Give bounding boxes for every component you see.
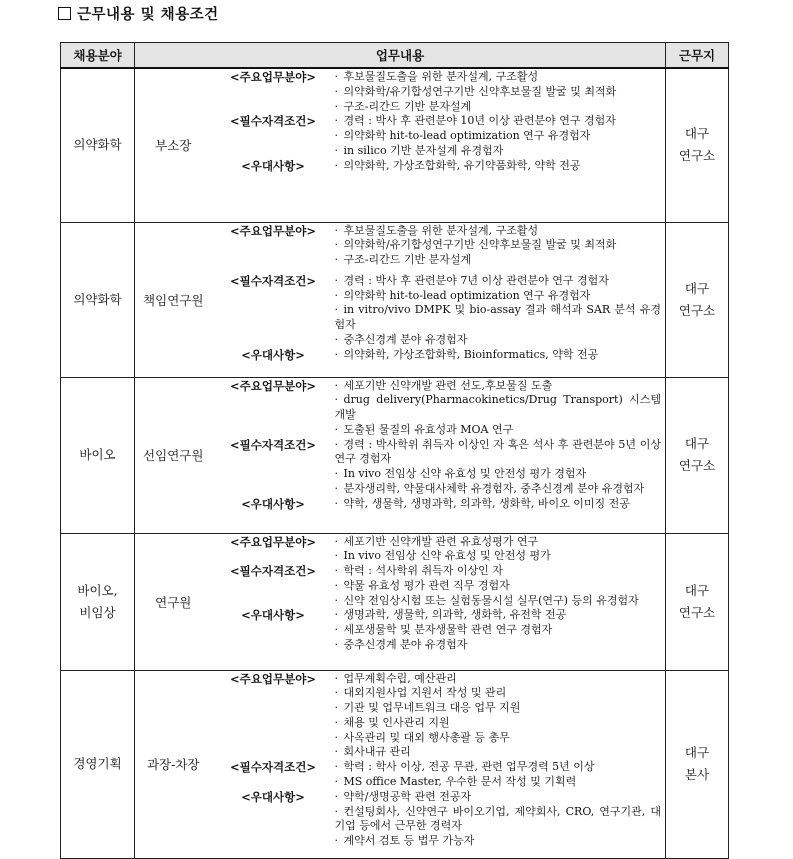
list-item-text: 의약화학/유기합성연구기반 신약후보물질 발굴 및 최적화 bbox=[343, 238, 617, 252]
table-row bbox=[61, 222, 729, 377]
list-item-text: 사옥관리 및 대외 행사총괄 등 총무 bbox=[343, 730, 510, 744]
list-item bbox=[335, 834, 662, 849]
bullet-icon: · bbox=[334, 303, 338, 317]
bullet-icon: · bbox=[334, 223, 338, 237]
bullet-icon: · bbox=[334, 534, 338, 548]
list-item bbox=[335, 438, 662, 468]
list-item bbox=[335, 672, 662, 687]
bullet-icon: · bbox=[334, 129, 338, 143]
list-item-text: 약학/생명공학 관련 전공자 bbox=[343, 789, 472, 803]
location-text: 연구소 bbox=[678, 148, 716, 164]
field-text: 바이오 bbox=[79, 447, 116, 462]
recruitment-table bbox=[60, 42, 729, 859]
list-item-text: 기관 및 업무네트워크 대응 업무 지원 bbox=[343, 701, 521, 715]
location-text: 대구 bbox=[684, 582, 710, 598]
bullet-icon: · bbox=[334, 253, 338, 267]
field-cell bbox=[61, 533, 135, 670]
list-item bbox=[335, 253, 662, 268]
list-item-text: 의약화학, 가상조합화학, 유기약품화학, 약학 전공 bbox=[343, 158, 581, 172]
list-item-text: 회사내규 관리 bbox=[343, 745, 411, 759]
field-text: 바이오, bbox=[77, 582, 118, 598]
list-item bbox=[335, 623, 662, 638]
list-item bbox=[335, 348, 662, 363]
list-item bbox=[335, 608, 662, 623]
preferred-qualifications-label: <우대사항> bbox=[241, 789, 305, 804]
list-item bbox=[335, 114, 662, 129]
preferred-qualifications-list bbox=[335, 608, 666, 652]
list-item bbox=[335, 564, 662, 579]
main-duties-section bbox=[212, 379, 666, 438]
main-duties-list bbox=[335, 70, 666, 114]
bullet-icon: · bbox=[334, 760, 338, 774]
location-cell bbox=[666, 377, 729, 533]
list-item-text: 중추신경계 분야 유경험자 bbox=[343, 333, 468, 347]
main-duties-section bbox=[212, 224, 666, 268]
list-item-text: 업무계획수립, 예산관리 bbox=[343, 671, 457, 685]
bullet-icon: · bbox=[334, 158, 338, 172]
main-duties-section bbox=[212, 535, 666, 565]
location-cell bbox=[666, 533, 729, 670]
duties-cell bbox=[212, 377, 666, 533]
list-item bbox=[335, 379, 662, 394]
bullet-icon: · bbox=[334, 623, 338, 637]
position-cell: 책임연구원 bbox=[135, 222, 212, 377]
main-duties-label: <주요업무분야> bbox=[230, 223, 316, 238]
list-item bbox=[335, 579, 662, 594]
main-duties-label: <주요업무분야> bbox=[230, 534, 316, 549]
required-qualifications-label: <필수자격조건> bbox=[230, 760, 316, 775]
bullet-icon: · bbox=[334, 789, 338, 803]
list-item-text: 생명과학, 생물학, 의과학, 생화학, 유전학 전공 bbox=[343, 608, 567, 622]
list-item bbox=[335, 100, 662, 115]
list-item bbox=[335, 701, 662, 716]
location-cell bbox=[666, 68, 729, 222]
field-cell bbox=[61, 68, 135, 222]
main-duties-label: <주요업무분야> bbox=[230, 671, 316, 686]
preferred-qualifications-label: <우대사항> bbox=[241, 347, 305, 362]
preferred-qualifications-list bbox=[335, 790, 666, 849]
main-duties-list bbox=[335, 379, 666, 438]
main-duties-section bbox=[212, 672, 666, 761]
list-item-text: 약물 유효성 평가 관련 직무 경험자 bbox=[343, 578, 510, 592]
bullet-icon: · bbox=[334, 549, 338, 563]
bullet-icon: · bbox=[334, 84, 338, 98]
section-title-text: 근무내용 및 채용조건 bbox=[77, 7, 219, 23]
required-qualifications-label: <필수자격조건> bbox=[230, 564, 316, 579]
bullet-icon: · bbox=[334, 701, 338, 715]
field-text: 의약화학 bbox=[73, 137, 122, 153]
bullet-icon: · bbox=[334, 288, 338, 302]
required-qualifications-section bbox=[212, 438, 666, 497]
location-text: 연구소 bbox=[678, 302, 716, 318]
header-field: 채용분야 bbox=[61, 43, 135, 69]
list-item bbox=[335, 303, 662, 333]
preferred-qualifications-section bbox=[212, 608, 666, 652]
field-text: 비임상 bbox=[79, 604, 116, 620]
list-item bbox=[335, 482, 662, 497]
bullet-icon: · bbox=[334, 273, 338, 287]
list-item bbox=[335, 594, 662, 609]
location-cell bbox=[666, 670, 729, 858]
bullet-icon: · bbox=[334, 608, 338, 622]
location-text: 대구 bbox=[684, 745, 710, 760]
duties-cell bbox=[212, 670, 666, 858]
main-duties-label: <주요업무분야> bbox=[230, 70, 316, 84]
required-qualifications-list bbox=[335, 274, 666, 348]
table-row bbox=[61, 670, 729, 858]
list-item-text: 세포생물학 및 분자생물학 관련 연구 경험자 bbox=[343, 623, 553, 637]
list-item-text: 약학, 생물학, 생명과학, 의과학, 생화학, 바이오 이미징 전공 bbox=[343, 496, 630, 510]
duties-cell bbox=[212, 533, 666, 670]
list-item-text: in silico 기반 분자설계 유경험자 bbox=[343, 143, 504, 157]
bullet-icon: · bbox=[334, 143, 338, 157]
list-item-text: In vivo 전임상 신약 유효성 및 안전성 평가 경험자 bbox=[343, 467, 587, 481]
list-item-text: In vivo 전임상 신약 유효성 및 안전성 평가 bbox=[343, 549, 551, 563]
list-item-text: drug delivery(Pharmacokinetics/Drug Transport) 시스템 개발 bbox=[334, 393, 661, 422]
list-item-text: 컨설팅회사, 신약연구 바이오기업, 제약회사, CRO, 연구기관, 대기업 등에서 근무한 경력자 bbox=[334, 804, 661, 833]
list-item bbox=[335, 129, 662, 144]
list-item bbox=[335, 70, 662, 85]
field-text: 경영기획 bbox=[73, 756, 122, 771]
main-duties-list bbox=[335, 224, 666, 268]
list-item-text: 의약화학 hit-to-lead optimization 연구 유경험자 bbox=[343, 288, 591, 302]
list-item bbox=[335, 467, 662, 482]
location-text: 대구 bbox=[684, 280, 710, 296]
preferred-qualifications-list bbox=[335, 348, 666, 363]
table-row bbox=[61, 68, 729, 222]
main-duties-section bbox=[212, 70, 666, 114]
bullet-icon: · bbox=[334, 834, 338, 848]
list-item bbox=[335, 333, 662, 348]
list-item bbox=[335, 686, 662, 701]
list-item-text: 구조-리간드 기반 분자설계 bbox=[343, 253, 472, 267]
list-item bbox=[335, 760, 662, 775]
bullet-icon: · bbox=[334, 638, 338, 652]
bullet-icon: · bbox=[334, 333, 338, 347]
list-item-text: 의약화학 hit-to-lead optimization 연구 유경험자 bbox=[343, 129, 591, 143]
bullet-icon: · bbox=[334, 564, 338, 578]
required-qualifications-list bbox=[335, 760, 666, 790]
list-item-text: 의약화학, 가상조합화학, Bioinformatics, 약학 전공 bbox=[343, 347, 599, 361]
preferred-qualifications-label: <우대사항> bbox=[241, 608, 305, 623]
bullet-icon: · bbox=[334, 775, 338, 789]
bullet-icon: · bbox=[334, 496, 338, 510]
duties-cell bbox=[212, 68, 666, 222]
table-header-row bbox=[61, 43, 729, 69]
list-item bbox=[335, 731, 662, 746]
bullet-icon: · bbox=[334, 482, 338, 496]
list-item-text: 후보물질도출을 위한 분자설계, 구조활성 bbox=[343, 223, 539, 237]
field-cell bbox=[61, 670, 135, 858]
list-item bbox=[335, 289, 662, 304]
bullet-icon: · bbox=[334, 804, 338, 818]
list-item-text: 구조-리간드 기반 분자설계 bbox=[343, 99, 472, 113]
list-item bbox=[335, 638, 662, 653]
list-item-text: 세포기반 신약개발 관련 유효성평가 연구 bbox=[343, 534, 539, 548]
bullet-icon: · bbox=[334, 467, 338, 481]
list-item bbox=[335, 535, 662, 550]
list-item-text: 분자생리학, 약물대사체학 유경험자, 중추신경계 분야 유경험자 bbox=[343, 482, 645, 496]
list-item bbox=[335, 745, 662, 760]
duties-cell bbox=[212, 222, 666, 377]
main-duties-list bbox=[335, 672, 666, 761]
position-cell: 과장-차장 bbox=[135, 670, 212, 858]
bullet-icon: · bbox=[334, 378, 338, 392]
required-qualifications-section bbox=[212, 564, 666, 608]
list-item-text: 학력 : 학사 이상, 전공 무관, 관련 업무경력 5년 이상 bbox=[343, 760, 595, 774]
required-qualifications-label: <필수자격조건> bbox=[230, 273, 316, 288]
field-cell bbox=[61, 377, 135, 533]
required-qualifications-section bbox=[212, 274, 666, 348]
preferred-qualifications-section bbox=[212, 790, 666, 849]
section-title bbox=[58, 4, 219, 26]
list-item bbox=[335, 549, 662, 564]
required-qualifications-section bbox=[212, 114, 666, 158]
position-cell: 선임연구원 bbox=[135, 377, 212, 533]
required-qualifications-label: <필수자격조건> bbox=[230, 114, 316, 129]
bullet-icon: · bbox=[334, 70, 338, 83]
preferred-qualifications-section bbox=[212, 497, 666, 512]
required-qualifications-section bbox=[212, 760, 666, 790]
list-item-text: 세포기반 신약개발 관련 선도,후보물질 도출 bbox=[343, 378, 553, 392]
bullet-icon: · bbox=[334, 578, 338, 592]
preferred-qualifications-list bbox=[335, 497, 666, 512]
bullet-icon: · bbox=[334, 347, 338, 361]
list-item bbox=[335, 144, 662, 159]
bullet-icon: · bbox=[334, 393, 338, 407]
bullet-icon: · bbox=[334, 437, 338, 451]
list-item-text: 경력 : 박사 후 관련분야 10년 이상 관련분야 연구 경험자 bbox=[343, 114, 616, 128]
checkbox-icon bbox=[58, 7, 71, 20]
bullet-icon: · bbox=[334, 422, 338, 436]
list-item-text: 도출된 물질의 유효성과 MOA 연구 bbox=[343, 422, 514, 436]
bullet-icon: · bbox=[334, 715, 338, 729]
preferred-qualifications-label: <우대사항> bbox=[241, 496, 305, 511]
preferred-qualifications-list bbox=[335, 159, 666, 174]
list-item bbox=[335, 423, 662, 438]
field-cell bbox=[61, 222, 135, 377]
list-item bbox=[335, 805, 662, 835]
list-item-text: 경력 : 박사 후 관련분야 7년 이상 관련분야 연구 경험자 bbox=[343, 273, 609, 287]
bullet-icon: · bbox=[334, 730, 338, 744]
list-item-text: 후보물질도출을 위한 분자설계, 구조활성 bbox=[343, 70, 539, 83]
bullet-icon: · bbox=[334, 671, 338, 685]
list-item-text: 중추신경계 분야 유경험자 bbox=[343, 638, 468, 652]
list-item bbox=[335, 274, 662, 289]
list-item bbox=[335, 224, 662, 239]
location-text: 연구소 bbox=[678, 604, 716, 620]
required-qualifications-list bbox=[335, 564, 666, 608]
list-item bbox=[335, 85, 662, 100]
list-item bbox=[335, 775, 662, 790]
required-qualifications-list bbox=[335, 114, 666, 158]
position-cell: 연구원 bbox=[135, 533, 212, 670]
list-item-text: in vitro/vivo DMPK 및 bio-assay 결과 해석과 SAR 분석 유경험자 bbox=[334, 303, 661, 332]
header-duties: 업무내용 bbox=[135, 43, 666, 69]
required-qualifications-label: <필수자격조건> bbox=[230, 437, 316, 452]
main-duties-list bbox=[335, 535, 666, 565]
bullet-icon: · bbox=[334, 114, 338, 128]
preferred-qualifications-section bbox=[212, 159, 666, 174]
list-item-text: 의약화학/유기합성연구기반 신약후보물질 발굴 및 최적화 bbox=[343, 84, 617, 98]
preferred-qualifications-section bbox=[212, 348, 666, 363]
list-item-text: 계약서 검토 등 법무 가능자 bbox=[343, 834, 475, 848]
location-text: 대구 bbox=[684, 126, 710, 142]
location-text: 연구소 bbox=[678, 458, 716, 473]
main-duties-label: <주요업무분야> bbox=[230, 378, 316, 393]
list-item-text: 대외지원사업 지원서 작성 및 관리 bbox=[343, 686, 507, 700]
bullet-icon: · bbox=[334, 238, 338, 252]
required-qualifications-list bbox=[335, 438, 666, 497]
list-item-text: MS office Master, 우수한 문서 작성 및 기획력 bbox=[343, 775, 577, 789]
bullet-icon: · bbox=[334, 593, 338, 607]
list-item-text: 학력 : 석사학위 취득자 이상인 자 bbox=[343, 564, 503, 578]
list-item-text: 신약 전임상시험 또는 실험동물시설 실무(연구) 등의 유경험자 bbox=[343, 593, 639, 607]
location-cell bbox=[666, 222, 729, 377]
bullet-icon: · bbox=[334, 686, 338, 700]
list-item bbox=[335, 393, 662, 423]
list-item bbox=[335, 716, 662, 731]
bullet-icon: · bbox=[334, 99, 338, 113]
list-item-text: 경력 : 박사학위 취득자 이상인 자 혹은 석사 후 관련분야 5년 이상 연구 경험자 bbox=[334, 437, 661, 466]
bullet-icon: · bbox=[334, 745, 338, 759]
list-item bbox=[335, 238, 662, 253]
list-item bbox=[335, 497, 662, 512]
location-text: 대구 bbox=[684, 436, 710, 451]
preferred-qualifications-label: <우대사항> bbox=[241, 158, 305, 173]
table-row bbox=[61, 533, 729, 670]
table-row bbox=[61, 377, 729, 533]
list-item-text: 채용 및 인사관리 지원 bbox=[343, 715, 450, 729]
field-text: 의약화학 bbox=[73, 291, 122, 307]
location-text: 본사 bbox=[684, 767, 710, 782]
position-cell: 부소장 bbox=[135, 68, 212, 222]
list-item bbox=[335, 790, 662, 805]
header-location: 근무지 bbox=[666, 43, 729, 69]
list-item bbox=[335, 159, 662, 174]
